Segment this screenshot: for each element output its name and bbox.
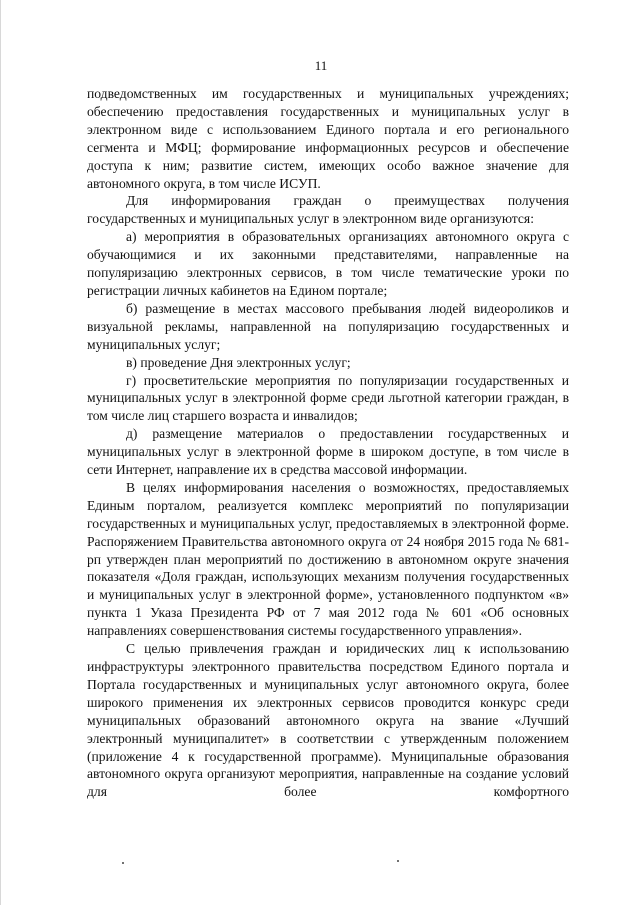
page-number: 11 bbox=[314, 58, 328, 73]
scan-speck-left bbox=[122, 862, 124, 864]
document-body bbox=[87, 85, 569, 801]
list-item-a: а) мероприятия в образовательных организациях автономного округа с обучающимися и их законными представителями, направленные на популяризацию электронных сервисов, в том числе тематические уроки по регистрации личных кабинетов на Едином портале; bbox=[87, 229, 569, 298]
paragraph-electronic-municipality: С целью привлечения граждан и юридических лиц к использованию инфраструктуры электронного правительства посредством Единого портала и Портала государственных и муниципальных услуг автономного округа, более широкого применения их электронных сервисов проводится конкурс среди муниципальных образований автономного округа на звание «Лучший электронный муниципалитет» в соответствии с утвержденным положением (приложение 4 к государственной программе). Муниципальные образования автономного округа организуют мероприятия, направленные на создание условий для более комфортного bbox=[87, 641, 569, 800]
paragraph-continuation: подведомственных им государственных и муниципальных учреждениях; обеспечению предоставления государственных и муниципальных услуг в электронном виде с использованием Единого портала и его регионального сегмента и МФЦ; формирование информационных ресурсов и обеспечение доступа к ним; развитие систем, имеющих особо важное значение для автономного округа, в том числе ИСУП. bbox=[87, 86, 569, 191]
list-item-d: д) размещение материалов о предоставлении государственных и муниципальных услуг в электронной форме в широком доступе, в том числе в сети Интернет, направление их в средства массовой информации. bbox=[87, 426, 569, 478]
list-item-v: в) проведение Дня электронных услуг; bbox=[126, 354, 351, 370]
paragraph-informing-intro: Для информирования граждан о преимуществах получения государственных и муниципальных услуг в электронном виде организуются: bbox=[87, 193, 569, 227]
scan-speck-right bbox=[397, 860, 399, 862]
list-item-b: б) размещение в местах массового пребывания людей видеороликов и визуальной рекламы, направленной на популяризацию государственных и муниципальных услуг; bbox=[87, 300, 569, 352]
list-item-g: г) просветительские мероприятия по популяризации государственных и муниципальных услуг в электронной форме среди льготной категории граждан, в том числе лиц старшего возраста и инвалидов; bbox=[87, 372, 569, 424]
paragraph-unified-portal: В целях информирования населения о возможностях, предоставляемых Единым порталом, реализуется комплекс мероприятий по популяризации государственных и муниципальных услуг, предоставляемых в электронной форме. Распоряжением Правительства автономного округа от 24 ноября 2015 года № 681-рп утвержден план мероприятий по достижению в автономном округе значения показателя «Доля граждан, использующих механизм получения государственных и муниципальных услуг в электронной форме», установленного подпунктом «в» пункта 1 Указа Президента РФ от 7 мая 2012 года № 601 «Об основных направлениях совершенствования системы государственного управления». bbox=[87, 479, 569, 639]
